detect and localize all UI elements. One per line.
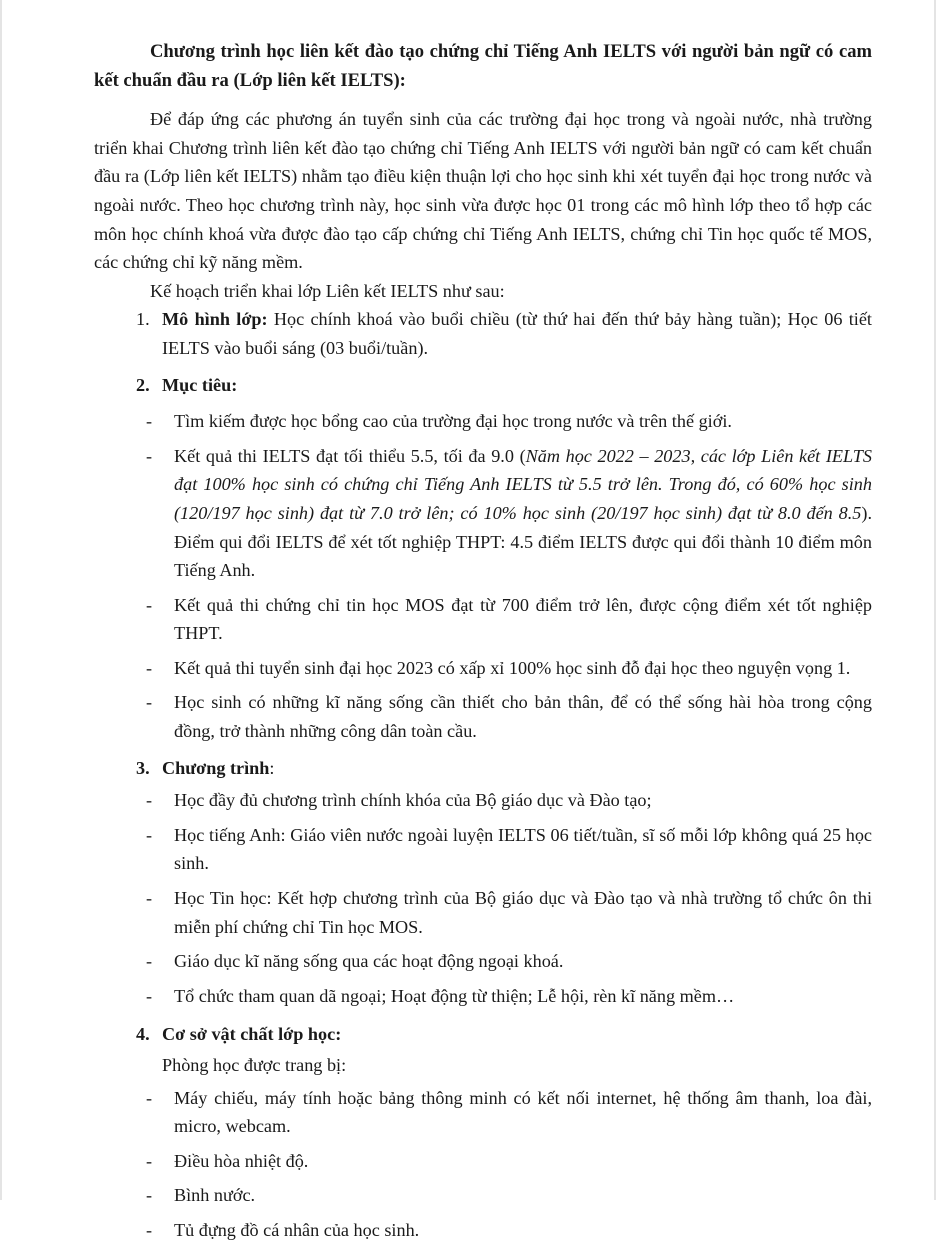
- section-heading: Chương trình: [162, 757, 270, 778]
- list-item-text: Kết quả thi chứng chỉ tin học MOS đạt từ 700 điểm trở lên, được cộng điểm xét tốt nghiệp THPT.: [174, 594, 872, 644]
- list-item-text: Học Tin học: Kết hợp chương trình của Bộ giáo dục và Đào tạo và nhà trường tổ chức ôn thi miễn phí chứng chỉ Tin học MOS.: [174, 888, 872, 937]
- section-number: 2.: [136, 374, 150, 395]
- list-item-text: Học tiếng Anh: Giáo viên nước ngoài luyện IELTS 06 tiết/tuần, sĩ số mỗi lớp không quá 25 học sinh.: [174, 824, 872, 874]
- list-item: [94, 884, 872, 941]
- section-class-model: [94, 305, 872, 362]
- section-facilities-heading: [94, 1020, 872, 1049]
- list-item: [94, 1216, 872, 1245]
- intro-paragraph: Để đáp ứng các phương án tuyển sinh của các trường đại học trong và ngoài nước, nhà trường triển khai Chương trình liên kết đào tạo chứng chỉ Tiếng Anh IELTS với người bản ngữ có cam kết chuẩn đầu ra (Lớp liên kết IELTS) nhằm tạo điều kiện thuận lợi cho học sinh khi xét tuyển đại học trong nước và ngoài nước. Theo học chương trình này, học sinh vừa được học 01 trong các mô hình lớp theo tổ hợp các môn học chính khoá vừa được đào tạo cấp chứng chỉ Tiếng Anh IELTS, chứng chỉ Tin học quốc tế MOS, các chứng chỉ kỹ năng mềm.: [94, 109, 872, 273]
- section-number: 3.: [136, 757, 150, 778]
- bullet-dash: -: [146, 790, 153, 811]
- section-heading: Mục tiêu:: [162, 374, 238, 395]
- list-item: [94, 821, 872, 878]
- bullet-dash: -: [146, 985, 153, 1006]
- goals-list: [94, 407, 872, 746]
- bullet-dash: -: [146, 1150, 153, 1171]
- facilities-intro: Phòng học được trang bị:: [162, 1055, 347, 1075]
- list-item: [94, 591, 872, 648]
- document-title: Chương trình học liên kết đào tạo chứng chỉ Tiếng Anh IELTS với người bản ngữ có cam kết chuẩn đầu ra (Lớp liên kết IELTS):: [94, 41, 872, 91]
- list-item: [94, 1084, 872, 1141]
- list-item-text: Tổ chức tham quan dã ngoại; Hoạt động từ thiện; Lễ hội, rèn kĩ năng mềm…: [174, 985, 735, 1006]
- list-item-text: Học đầy đủ chương trình chính khóa của Bộ giáo dục và Đào tạo;: [174, 790, 652, 811]
- list-item-text: Điều hòa nhiệt độ.: [174, 1150, 309, 1171]
- section-class-model-text: [162, 305, 872, 362]
- list-item: [94, 407, 872, 436]
- list-item: [94, 1181, 872, 1210]
- list-item-text: Học sinh có những kĩ năng sống cần thiết cho bản thân, để có thể sống hài hòa trong cộng đồng, trở thành những công dân toàn cầu.: [174, 692, 872, 742]
- facilities-list: [94, 1084, 872, 1245]
- list-item: [94, 442, 872, 585]
- document-content: [94, 38, 872, 1253]
- list-item: [94, 654, 872, 683]
- section-program-heading: [94, 754, 872, 783]
- list-item: [94, 786, 872, 815]
- list-item-italic-text: Năm học 2022 – 2023, các lớp Liên kết IELTS đạt 100% học sinh có chứng chỉ Tiếng Anh IELTS từ 5.5 trở lên. Trong đó, có 60% học sinh (120/197 học sinh) đạt từ 7.0 trở lên; có 10% học sinh (20/197 học sinh) đạt từ 8.0 đến 8.5: [174, 445, 872, 523]
- bullet-dash: -: [146, 692, 153, 713]
- section-heading: Cơ sở vật chất lớp học:: [162, 1024, 342, 1045]
- list-item: [94, 688, 872, 745]
- list-item: [94, 982, 872, 1011]
- plan-line: Kế hoạch triển khai lớp Liên kết IELTS như sau:: [150, 280, 505, 301]
- list-item-text: Tủ đựng đồ cá nhân của học sinh.: [174, 1219, 420, 1240]
- list-item: [94, 1147, 872, 1176]
- list-item-text: Tìm kiếm được học bổng cao của trường đại học trong nước và trên thế giới.: [174, 411, 732, 432]
- list-item-text: Giáo dục kĩ năng sống qua các hoạt động ngoại khoá.: [174, 951, 564, 972]
- list-item-text: Kết quả thi tuyển sinh đại học 2023 có xấp xỉ 100% học sinh đỗ đại học theo nguyện vọng 1.: [174, 657, 851, 678]
- section-goals-heading: [94, 371, 872, 400]
- list-item-text: Kết quả thi IELTS đạt tối thiểu 5.5, tối đa 9.0 (: [174, 445, 526, 466]
- section-label: Mô hình lớp:: [162, 309, 268, 330]
- list-item-text: ). Điểm qui đổi IELTS để xét tốt nghiệp THPT: 4.5 điểm IELTS được qui đổi thành 10 điểm môn Tiếng Anh.: [174, 502, 872, 581]
- section-heading-colon: :: [269, 757, 275, 778]
- section-text: Học chính khoá vào buổi chiều (từ thứ hai đến thứ bảy hàng tuần); Học 06 tiết IELTS vào buổi sáng (03 buổi/tuần).: [162, 309, 872, 358]
- bullet-dash: -: [146, 824, 153, 845]
- list-item: [94, 947, 872, 976]
- section-number: 1.: [136, 309, 150, 330]
- program-list: [94, 786, 872, 1010]
- bullet-dash: -: [146, 951, 153, 972]
- section-number: 4.: [136, 1024, 150, 1045]
- bullet-dash: -: [146, 1219, 153, 1240]
- list-item-text: Máy chiếu, máy tính hoặc bảng thông minh có kết nối internet, hệ thống âm thanh, loa đài, micro, webcam.: [174, 1087, 872, 1137]
- bullet-dash: -: [146, 411, 153, 432]
- bullet-dash: -: [146, 1087, 153, 1108]
- bullet-dash: -: [146, 445, 153, 466]
- list-item-text: Bình nước.: [174, 1185, 256, 1206]
- bullet-dash: -: [146, 657, 153, 678]
- bullet-dash: -: [146, 594, 153, 615]
- bullet-dash: -: [146, 1185, 153, 1206]
- bullet-dash: -: [146, 888, 153, 909]
